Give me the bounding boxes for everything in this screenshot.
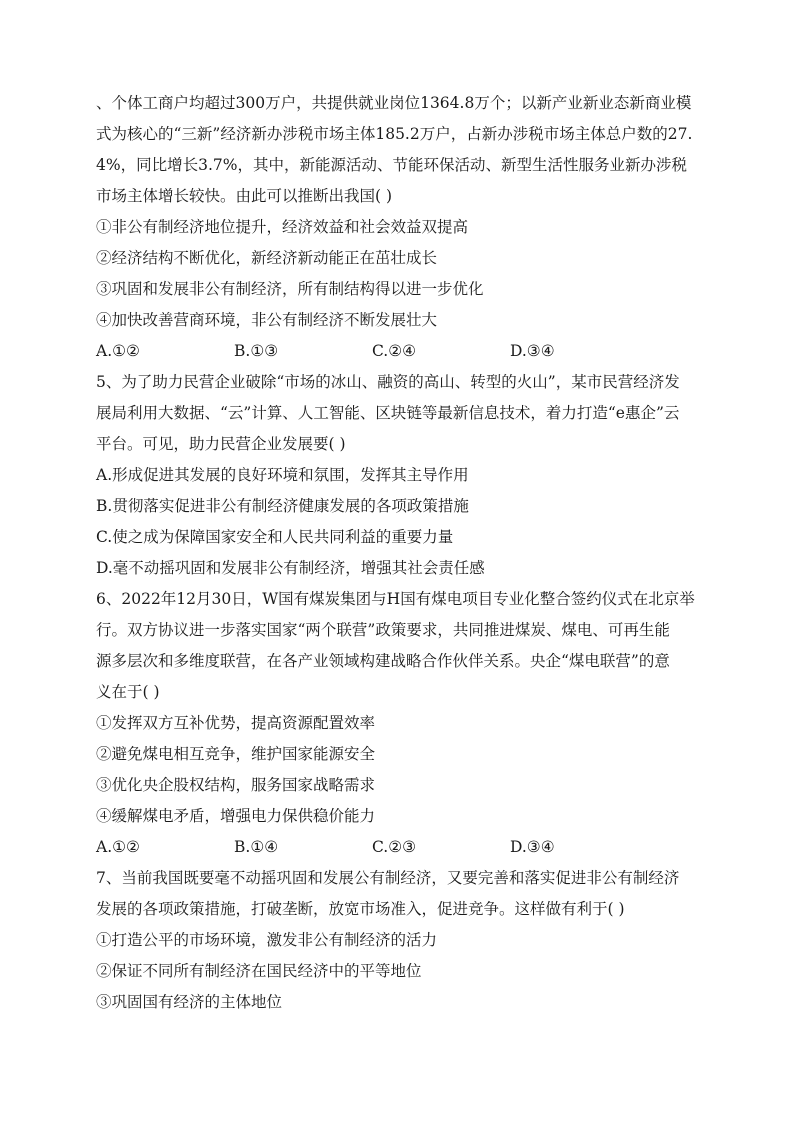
question-5-option-b: B.贯彻落实促进非公有制经济健康发展的各项政策措施: [96, 497, 469, 515]
question-4-line: 4%，同比增长3.7%，其中，新能源活动、节能环保活动、新型生活性服务业新办涉税: [96, 156, 687, 174]
question-4-statement: ③巩固和发展非公有制经济，所有制结构得以进一步优化: [96, 280, 484, 298]
choice-d: D.③④: [510, 342, 555, 360]
question-6-line: 义在于( ): [96, 683, 160, 701]
question-7-statement: ②保证不同所有制经济在国民经济中的平等地位: [96, 962, 422, 980]
question-6-statement: ④缓解煤电矛盾，增强电力保供稳价能力: [96, 807, 376, 825]
question-4-line: 式为核心的“三新”经济新办涉税市场主体185.2万户，占新办涉税市场主体总户数的27.: [96, 125, 693, 143]
question-6-line: 源多层次和多维度联营，在各产业领域构建战略合作伙伴关系。央企“煤电联营”的意: [96, 652, 670, 670]
choice-b: B.①④: [234, 838, 279, 856]
choice-c: C.②④: [372, 342, 417, 360]
question-4-statement: ②经济结构不断优化，新经济新动能正在茁壮成长: [96, 249, 438, 267]
question-5-option-d: D.毫不动摇巩固和发展非公有制经济，增强其社会责任感: [96, 559, 485, 577]
question-6-statement: ③优化央企股权结构，服务国家战略需求: [96, 776, 376, 794]
question-5-line: 展局利用大数据、“云”计算、人工智能、区块链等最新信息技术，着力打造“e惠企”云: [96, 404, 680, 422]
question-4-statement: ④加快改善营商环境，非公有制经济不断发展壮大: [96, 311, 438, 329]
question-6: [96, 584, 698, 863]
question-4-line: 市场主体增长较快。由此可以推断出我国( ): [96, 187, 393, 205]
choice-c: C.②③: [372, 838, 417, 856]
question-4-statement: ①非公有制经济地位提升，经济效益和社会效益双提高: [96, 218, 469, 236]
question-4: [96, 88, 698, 367]
question-5-line: 平台。可见，助力民营企业发展要( ): [96, 435, 346, 453]
question-7-line: 7、当前我国既要毫不动摇巩固和发展公有制经济，又要完善和落实促进非公有制经济: [96, 869, 680, 887]
question-5-option-c: C.使之成为保障国家安全和人民共同利益的重要力量: [96, 528, 454, 546]
question-7-statement: ①打造公平的市场环境，激发非公有制经济的活力: [96, 931, 438, 949]
question-6-line: 行。双方协议进一步落实国家“两个联营”政策要求，共同推进煤炭、煤电、可再生能: [96, 621, 670, 639]
question-6-line: 6、2022年12月30日，W国有煤炭集团与H国有煤电项目专业化整合签约仪式在北京举: [96, 590, 695, 608]
choice-a: A.①②: [96, 838, 140, 856]
question-4-line: 、个体工商户均超过300万户，共提供就业岗位1364.8万个；以新产业新业态新商业模: [96, 94, 692, 112]
question-5-option-a: A.形成促进其发展的良好环境和氛围，发挥其主导作用: [96, 466, 469, 484]
question-4-choices: [96, 336, 698, 367]
question-6-statement: ②避免煤电相互竞争，维护国家能源安全: [96, 745, 376, 763]
choice-b: B.①③: [234, 342, 279, 360]
question-6-choices: [96, 832, 698, 863]
question-7: [96, 863, 698, 1018]
question-5-line: 5、为了助力民营企业破除“市场的冰山、融资的高山、转型的火山”，某市民营经济发: [96, 373, 680, 391]
choice-a: A.①②: [96, 342, 140, 360]
choice-d: D.③④: [510, 838, 555, 856]
question-6-statement: ①发挥双方互补优势，提高资源配置效率: [96, 714, 376, 732]
question-5: [96, 367, 698, 584]
question-7-statement: ③巩固国有经济的主体地位: [96, 993, 283, 1011]
question-7-line: 发展的各项政策措施，打破垄断，放宽市场准入，促进竞争。这样做有利于( ): [96, 900, 625, 918]
